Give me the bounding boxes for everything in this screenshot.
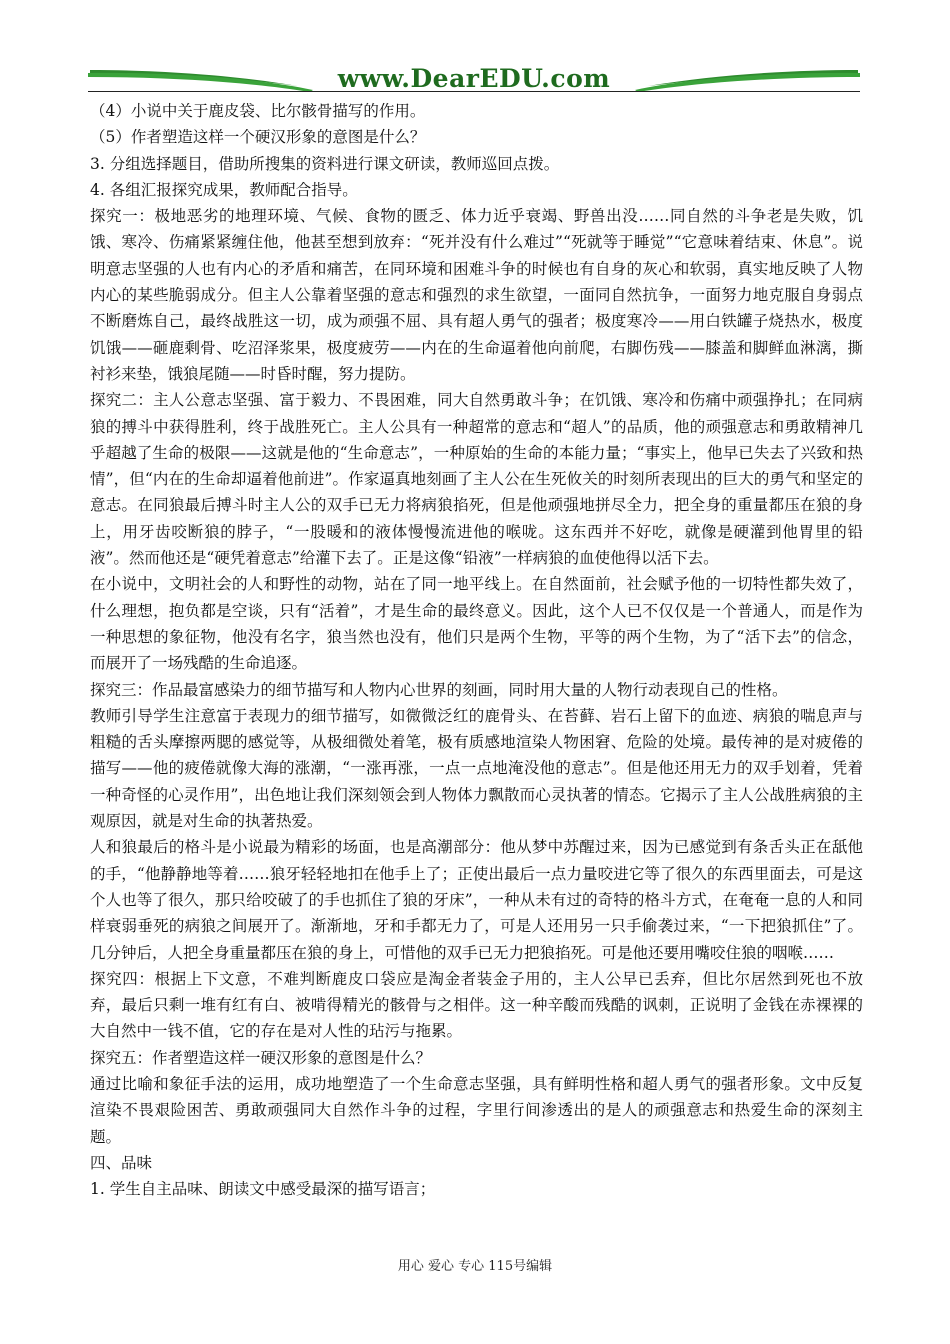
site-logo-text: www.DearEDU.com <box>337 64 611 93</box>
paragraph: （4）小说中关于鹿皮袋、比尔骸骨描写的作用。 <box>90 102 426 120</box>
paragraph: 探究二：主人公意志坚强、富于毅力、不畏困难，同大自然勇敢斗争；在饥饿、寒冷和伤痛中顽强挣扎；在同病狼的搏斗中获得胜利，终于战胜死亡。主人公具有一种超常的意志和“超人”的品质，他的顽强意志和勇敢精神几乎超越了生命的极限——这就是他的“生命意志”，一种原始的生命的本能力量；“事实上，他早已失去了兴致和热情”，但“内在的生命却逼着他前进”。作家逼真地刻画了主人公在生死攸关的时刻所表现出的巨大的勇气和坚定的意志。在同狼最后搏斗时主人公的双手已无力将病狼掐死，但是他顽强地拼尽全力，把全身的重量都压在狼的身上，用牙齿咬断狼的脖子，“一股暖和的液体慢慢流进他的喉咙。这东西并不好吃，就像是硬灌到他胃里的铅液”。然而他还是“硬凭着意志”给灌下去了。正是这像“铅液”一样病狼的血使他得以活下去。 <box>90 391 863 568</box>
paragraph: （5）作者塑造这样一个硬汉形象的意图是什么？ <box>90 128 426 147</box>
paragraph: 1. 学生自主品味、朗读文中感受最深的描写语言； <box>90 1180 436 1199</box>
paragraph: 在小说中，文明社会的人和野性的动物，站在了同一地平线上。在自然面前，社会赋予他的一切特性都失效了，什么理想，抱负都是空谈，只有“活着”，才是生命的最终意义。因此，这个人已不仅仅是一个普通人，而是作为一种思想的象征物，他没有名字，狼当然也没有，他们只是两个生物，平等的两个生物，为了“活下去”的信念，而展开了一场残酷的生命追逐。 <box>90 575 863 673</box>
site-header <box>88 58 860 98</box>
page-footer: 用心 爱心 专心 115号编辑 <box>397 1259 553 1274</box>
paragraph: 4. 各组汇报探究成果，教师配合指导。 <box>90 180 358 199</box>
paragraph: 人和狼最后的格斗是小说最为精彩的场面，也是高潮部分：他从梦中苏醒过来，因为已感觉到有条舌头正在舐他的手，“他静静地等着……狼牙轻轻地扣在他手上了；正使出最后一点力量咬进它等了很久的东西里面去，可是这个人也等了很久，那只给咬破了的手也抓住了狼的牙床”，一种从未有过的奇特的格斗方式，在奄奄一息的人和同样衰弱垂死的病狼之间展开了。渐渐地，牙和手都无力了，可是人还用另一只手偷袭过来，“一下把狼抓住”了。几分钟后，人把全身重量都压在狼的身上，可惜他的双手已无力把狼掐死。可是他还要用嘴咬住狼的咽喉…… <box>90 838 863 962</box>
paragraph: 探究一：极地恶劣的地理环境、气候、食物的匮乏、体力近乎衰竭、野兽出没……同自然的斗争老是失败，饥饿、寒冷、伤痛紧紧缠住他，他甚至想到放弃：“死并没有什么难过”“死就等于睡觉”“它意味着结束、休息”。说明意志坚强的人也有内心的矛盾和痛苦，在同环境和困难斗争的时候也有自身的灰心和软弱，真实地反映了人物内心的某些脆弱成分。但主人公靠着坚强的意志和强烈的求生欲望，一面同自然抗争，一面努力地克服自身弱点不断磨炼自己，最终战胜这一切，成为顽强不屈、具有超人勇气的强者；极度寒冷——用白铁罐子烧热水，极度饥饿——砸鹿剩骨、吃沼泽浆果，极度疲劳——内在的生命逼着他向前爬，右脚伤残——膝盖和脚鲜血淋漓，撕衬衫来垫，饿狼尾随——时昏时醒，努力提防。 <box>90 207 863 383</box>
header-divider <box>88 91 860 92</box>
body-text <box>90 98 863 1202</box>
paragraph: 探究三：作品最富感染力的细节描写和人物内心世界的刻画，同时用大量的人物行动表现自己的性格。 <box>90 680 788 699</box>
paragraph: 通过比喻和象征手法的运用，成功地塑造了一个生命意志坚强，具有鲜明性格和超人勇气的强者形象。文中反复渲染不畏艰险困苦、勇敢顽强同大自然作斗争的过程，字里行间渗透出的是人的顽强意志和热爱生命的深刻主题。 <box>90 1074 863 1146</box>
paragraph: 教师引导学生注意富于表现力的细节描写，如微微泛红的鹿骨头、在苔藓、岩石上留下的血迹、病狼的喘息声与粗糙的舌头摩擦两腮的感觉等，从极细微处着笔，极有质感地渲染人物困窘、危险的处境。最传神的是对疲倦的描写——他的疲倦就像大海的涨潮，“一涨再涨，一点一点地淹没他的意志”。但是他还用无力的双手划着，凭着一种奇怪的心灵作用”，出色地让我们深刻领会到人物体力飘散而心灵执著的情态。它揭示了主人公战胜病狼的主观原因，就是对生命的执著热爱。 <box>90 706 863 831</box>
paragraph: 3. 分组选择题目，借助所搜集的资料进行课文研读，教师巡回点拨。 <box>90 154 560 173</box>
section-heading: 四、品味 <box>90 1153 153 1172</box>
paragraph: 探究四：根据上下文意，不难判断鹿皮口袋应是淘金者装金子用的，主人公早已丢弃，但比尔居然到死也不放弃，最后只剩一堆有红有白、被啃得精光的骸骨与之相伴。这一种辛酸而残酷的讽刺，正说明了金钱在赤裸裸的大自然中一钱不值，它的存在是对人性的玷污与拖累。 <box>90 969 863 1041</box>
paragraph: 探究五：作者塑造这样一硬汉形象的意图是什么？ <box>90 1048 432 1067</box>
